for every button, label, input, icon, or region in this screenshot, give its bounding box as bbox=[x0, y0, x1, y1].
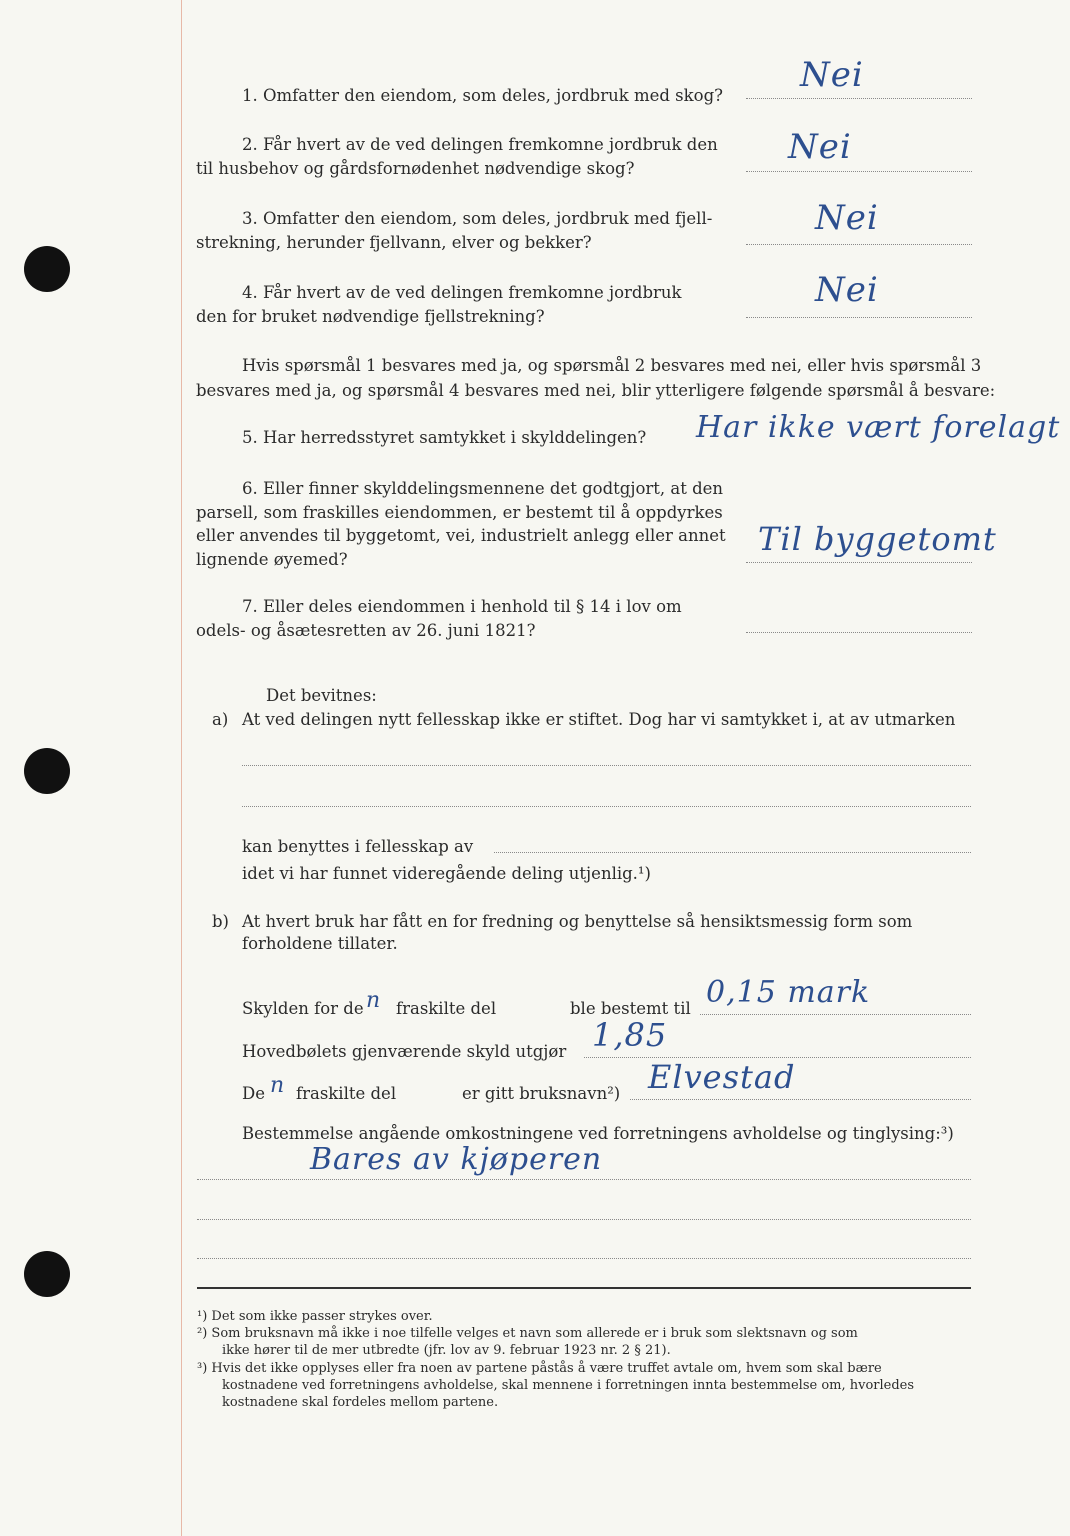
certify-a-shared-line bbox=[494, 852, 971, 853]
question-1-answer: Nei bbox=[800, 55, 864, 95]
skyld-label-mid: fraskilte del bbox=[396, 999, 497, 1018]
question-4-answer-line bbox=[746, 317, 972, 318]
question-5-text: 5. Har herredsstyret samtykket i skylddelingen? bbox=[242, 428, 647, 447]
hovedbol-value: 1,85 bbox=[592, 1016, 668, 1054]
question-1-answer-line bbox=[746, 98, 972, 99]
question-2-text-line2: til husbehov og gårdsfornødenhet nødvendige skog? bbox=[196, 159, 635, 178]
skyld-value-line bbox=[700, 1014, 971, 1015]
bruksnavn-label-mid: fraskilte del bbox=[296, 1084, 397, 1103]
certify-a-line2: kan benyttes i fellesskap av bbox=[242, 837, 474, 856]
bruksnavn-value-line bbox=[630, 1099, 971, 1100]
footnote-2-line2: ikke hører til de mer utbredte (jfr. lov av 9. februar 1923 nr. 2 § 21). bbox=[222, 1343, 671, 1358]
question-3-answer-line bbox=[746, 244, 972, 245]
question-7-text-line1: 7. Eller deles eiendommen i henhold til § 14 i lov om bbox=[242, 597, 682, 616]
footnote-3-line2: kostnadene ved forretningens avholdelse, skal mennene i forretningen innta bestemmelse om, hvorledes bbox=[222, 1378, 915, 1393]
question-4-text-line2: den for bruket nødvendige fjellstrekning? bbox=[196, 307, 545, 326]
question-6-text-line4: lignende øyemed? bbox=[196, 550, 348, 569]
bruksnavn-value: Elvestad bbox=[648, 1058, 796, 1096]
question-6-answer-line bbox=[746, 562, 972, 563]
bruksnavn-label-post: er gitt bruksnavn²) bbox=[462, 1084, 621, 1103]
question-2-answer-line bbox=[746, 171, 972, 172]
question-3-text-line1: 3. Omfatter den eiendom, som deles, jordbruk med fjell- bbox=[242, 209, 713, 228]
certify-b-label: b) bbox=[212, 912, 229, 931]
punch-hole bbox=[24, 748, 70, 794]
skyld-value: 0,15 mark bbox=[706, 975, 871, 1010]
certify-a-blank-line bbox=[242, 765, 971, 766]
certify-heading: Det bevitnes: bbox=[266, 686, 377, 705]
punch-hole bbox=[24, 246, 70, 292]
certify-a-label: a) bbox=[212, 710, 229, 729]
question-4-answer: Nei bbox=[815, 270, 879, 310]
punch-hole bbox=[24, 1251, 70, 1297]
question-2-answer: Nei bbox=[788, 127, 852, 167]
margin-line bbox=[181, 0, 182, 1536]
certify-b-line2: forholdene tillater. bbox=[242, 934, 398, 953]
certify-a-text: At ved delingen nytt fellesskap ikke er stiftet. Dog har vi samtykket i, at av utmarken bbox=[242, 710, 956, 729]
question-6-text-line2: parsell, som fraskilles eiendommen, er bestemt til å oppdyrkes bbox=[196, 503, 723, 522]
bruksnavn-handwritten-n: n bbox=[270, 1073, 286, 1098]
hovedbol-label: Hovedbølets gjenværende skyld utgjør bbox=[242, 1042, 567, 1061]
footnote-divider bbox=[197, 1287, 971, 1289]
question-6-text-line3: eller anvendes til byggetomt, vei, industrielt anlegg eller annet bbox=[196, 526, 726, 545]
cost-blank-line bbox=[197, 1258, 971, 1259]
certify-a-blank-line bbox=[242, 806, 971, 807]
certify-a-line3: idet vi har funnet videregående deling utjenlig.¹) bbox=[242, 864, 651, 883]
conditional-text-line1: Hvis spørsmål 1 besvares med ja, og spørsmål 2 besvares med nei, eller hvis spørsmål 3 bbox=[242, 356, 982, 375]
question-3-text-line2: strekning, herunder fjellvann, elver og bekker? bbox=[196, 233, 592, 252]
cost-blank-line bbox=[197, 1179, 971, 1180]
question-6-text-line1: 6. Eller finner skylddelingsmennene det godtgjort, at den bbox=[242, 479, 724, 498]
footnote-2-line1: ²) Som bruksnavn må ikke i noe tilfelle velges et navn som allerede er i bruk som slektsnavn og som bbox=[197, 1326, 858, 1341]
question-6-answer: Til byggetomt bbox=[758, 520, 997, 558]
certify-b-line1: At hvert bruk har fått en for fredning og benyttelse så hensiktsmessig form som bbox=[242, 912, 913, 931]
skyld-handwritten-n: n bbox=[366, 988, 382, 1013]
cost-value: Bares av kjøperen bbox=[310, 1142, 603, 1177]
footnote-1: ¹) Det som ikke passer strykes over. bbox=[197, 1309, 433, 1324]
question-7-text-line2: odels- og åsætesretten av 26. juni 1821? bbox=[196, 621, 536, 640]
question-2-text-line1: 2. Får hvert av de ved delingen fremkomne jordbruk den bbox=[242, 135, 718, 154]
conditional-text-line2: besvares med ja, og spørsmål 4 besvares med nei, blir ytterligere følgende spørsmål å besvare: bbox=[196, 381, 996, 400]
footnote-3-line1: ³) Hvis det ikke opplyses eller fra noen av partene påstås å være truffet avtale om, hvem som skal bære bbox=[197, 1361, 882, 1376]
question-5-answer: Har ikke vært forelagt bbox=[696, 410, 1061, 445]
skyld-label-post: ble bestemt til bbox=[570, 999, 691, 1018]
question-3-answer: Nei bbox=[815, 198, 879, 238]
question-1-text: 1. Omfatter den eiendom, som deles, jordbruk med skog? bbox=[242, 86, 723, 105]
cost-blank-line bbox=[197, 1219, 971, 1220]
question-7-answer-line bbox=[746, 632, 972, 633]
footnote-3-line3: kostnadene skal fordeles mellom partene. bbox=[222, 1395, 499, 1410]
bruksnavn-label-pre: De bbox=[242, 1084, 265, 1103]
question-4-text-line1: 4. Får hvert av de ved delingen fremkomne jordbruk bbox=[242, 283, 682, 302]
cost-label: Bestemmelse angående omkostningene ved forretningens avholdelse og tinglysing:³) bbox=[242, 1124, 954, 1143]
skyld-label-pre: Skylden for de bbox=[242, 999, 364, 1018]
